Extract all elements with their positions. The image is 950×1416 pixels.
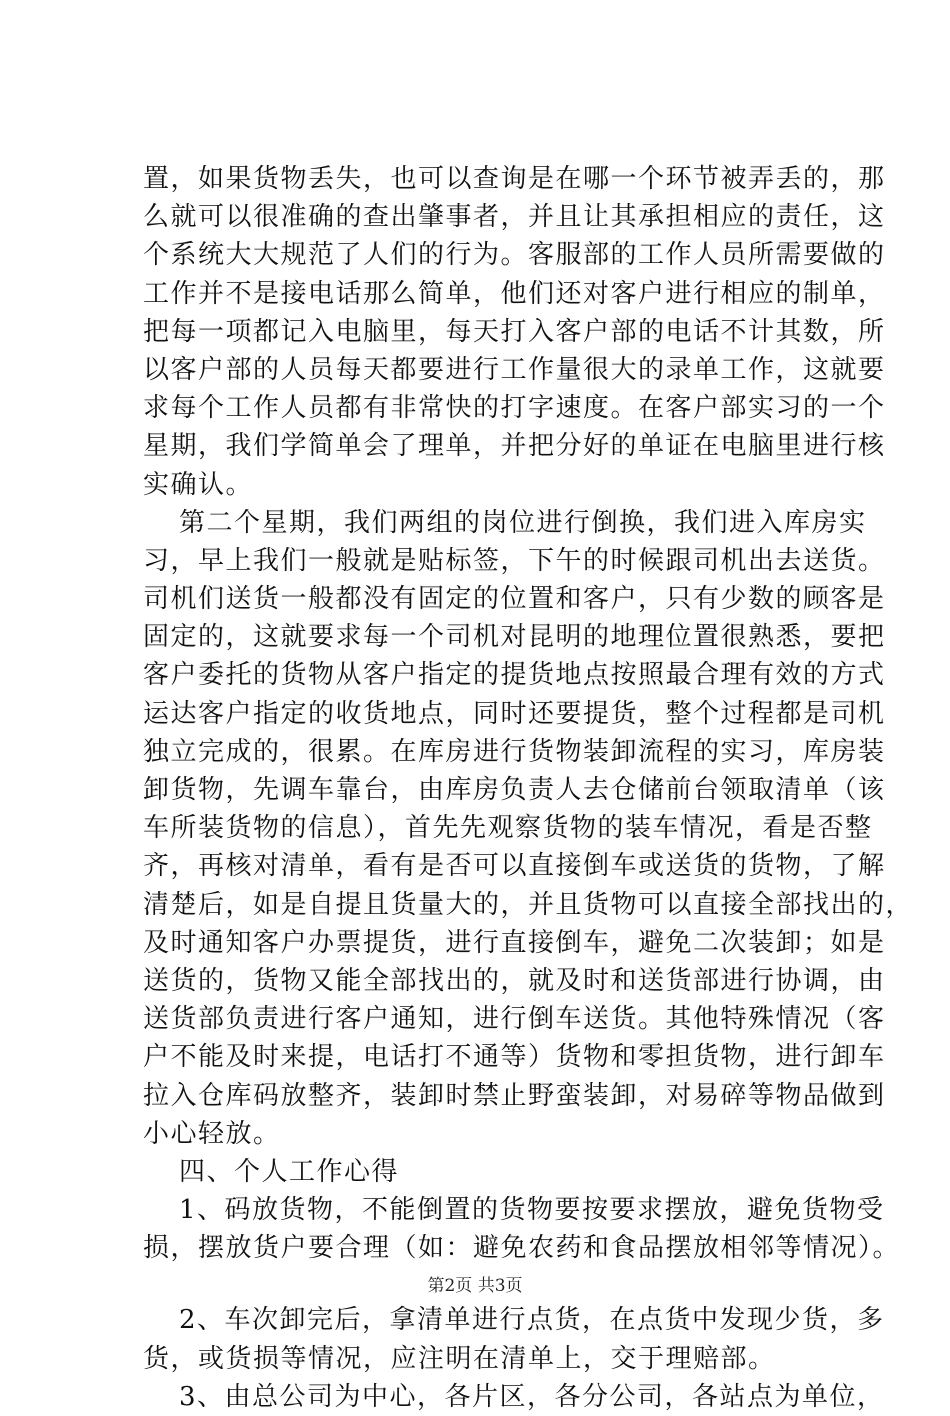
text-line: 3、由总公司为中心，各片区，各分公司，各站点为单位， <box>179 1381 885 1412</box>
text-line: 个系统大大规范了人们的行为。客服部的工作人员所需要做的 <box>143 240 886 271</box>
text-line: 户不能及时来提，电话打不通等）货物和零担货物，进行卸车 <box>143 1042 886 1073</box>
text-line: 1、码放货物，不能倒置的货物要按要求摆放，避免货物受 <box>179 1195 885 1226</box>
text-line: 齐，再核对清单，看有是否可以直接倒车或送货的货物，了解 <box>143 851 886 882</box>
text-line: 拉入仓库码放整齐，装卸时禁止野蛮装卸，对易碎等物品做到 <box>143 1080 886 1111</box>
text-line: 小心轻放。 <box>143 1118 281 1149</box>
text-line: 习，早上我们一般就是贴标签，下午的时候跟司机出去送货。 <box>143 545 886 576</box>
text-line: 以客户部的人员每天都要进行工作量很大的录单工作，这就要 <box>143 354 886 385</box>
document-body <box>143 160 914 1416</box>
text-line: 星期，我们学简单会了理单，并把分好的单证在电脑里进行核 <box>143 431 886 462</box>
text-line: 置，如果货物丢失，也可以查询是在哪一个环节被弄丢的，那 <box>143 164 886 194</box>
text-line: 车所装货物的信息），首先先观察货物的装车情况，看是否整 <box>143 813 873 844</box>
text-line: 及时通知客户办票提货，进行直接倒车，避免二次装卸；如是 <box>143 927 886 958</box>
text-line: 清楚后，如是自提且货量大的，并且货物可以直接全部找出的， <box>143 889 914 920</box>
text-line: 客户委托的货物从客户指定的提货地点按照最合理有效的方式 <box>143 660 886 691</box>
text-line: 送货的，货物又能全部找出的，就及时和送货部进行协调，由 <box>143 965 886 996</box>
text-line: 司机们送货一般都没有固定的位置和客户，只有少数的顾客是 <box>143 584 886 615</box>
page-number-footer: 第2页 共3页 <box>427 1276 523 1296</box>
text-line: 固定的，这就要求每一个司机对昆明的地理位置很熟悉，要把 <box>143 622 886 653</box>
text-line: 实确认。 <box>143 469 254 500</box>
text-line: 独立完成的，很累。在库房进行货物装卸流程的实习，库房装 <box>143 736 886 767</box>
text-line: 卸货物，先调车靠台，由库房负责人去仓储前台领取清单（该 <box>143 775 886 805</box>
text-line: 第二个星期，我们两组的岗位进行倒换，我们进入库房实 <box>179 507 867 538</box>
text-line: 送货部负责进行客户通知，进行倒车送货。其他特殊情况（客 <box>143 1004 886 1035</box>
text-line: 么就可以很准确的查出肇事者，并且让其承担相应的责任，这 <box>143 202 886 233</box>
text-line: 工作并不是接电话那么简单，他们还对客户进行相应的制单， <box>143 278 886 309</box>
text-line: 把每一项都记入电脑里，每天打入客户部的电话不计其数，所 <box>143 316 886 347</box>
section-heading: 四、个人工作心得 <box>179 1156 400 1187</box>
list-item <box>143 1191 901 1267</box>
text-line: 求每个工作人员都有非常快的打字速度。在客户部实习的一个 <box>143 393 886 424</box>
text-line: 损，摆放货户要合理（如：避免农药和食品摆放相邻等情况）。 <box>143 1233 901 1264</box>
list-item <box>143 1301 885 1377</box>
paragraph-second-week <box>143 504 914 1153</box>
paragraph-continued <box>143 160 886 504</box>
text-line: 2、车次卸完后，拿清单进行点货，在点货中发现少货，多 <box>179 1305 885 1336</box>
text-line: 运达客户指定的收货地点，同时还要提货，整个过程都是司机 <box>143 698 886 729</box>
text-line: 货，或货损等情况，应注明在清单上，交于理赔部。 <box>143 1343 776 1374</box>
list-item <box>143 1378 885 1416</box>
